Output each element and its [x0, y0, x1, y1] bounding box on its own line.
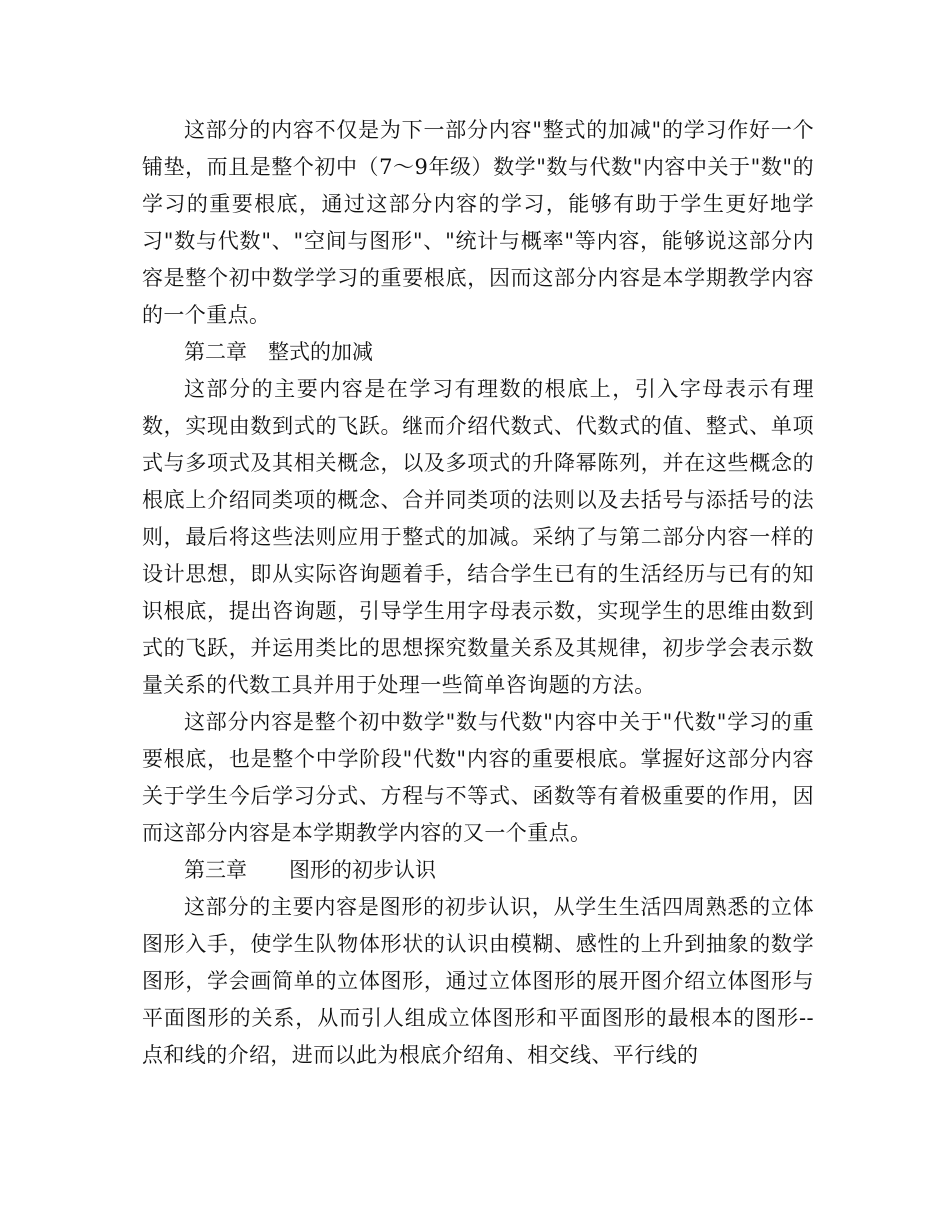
paragraph-chapter2-content: 这部分的主要内容是在学习有理数的根底上，引入字母表示有理数，实现由数到式的飞跃。继而介绍代数式、代数式的值、整式、单项式与多项式及其相关概念，以及多项式的升降幂陈列，并在这些概念的根底上介绍同类项的概念、合并同类项的法则以及去括号与添括号的法则，最后将这些法则应用于整式的加减。采纳了与第二部分内容一样的设计思想，即从实际咨询题着手，结合学生已有的生活经历与已有的知识根底，提出咨询题，引导学生用字母表示数，实现学生的思维由数到式的飞跃，并运用类比的思想探究数量关系及其规律，初步学会表示数量关系的代数工具并用于处理一些简单咨询题的方法。 [142, 377, 814, 697]
paragraph-chapter2-importance: 这部分内容是整个初中数学"数与代数"内容中关于"代数"学习的重要根底，也是整个中学阶段"代数"内容的重要根底。掌握好这部分内容关于学生今后学习分式、方程与不等式、函数等有着极重要的作用，因而这部分内容是本学期教学内容的又一个重点。 [142, 710, 814, 845]
paragraph-chapter3-content: 这部分的主要内容是图形的初步认识，从学生生活四周熟悉的立体图形入手，使学生队物体形状的认识由模糊、感性的上升到抽象的数学图形，学会画简单的立体图形，通过立体图形的展开图介绍立体图形与平面图形的关系，从而引人组成立体图形和平面图形的最根本的图形--点和线的介绍，进而以此为根底介绍角、相交线、平行线的 [142, 895, 814, 1067]
document-page [142, 112, 814, 1074]
paragraph-chapter1-summary: 这部分的内容不仅是为下一部分内容"整式的加减"的学习作好一个铺垫，而且是整个初中（7～9年级）数学"数与代数"内容中关于"数"的学习的重要根底，通过这部分内容的学习，能够有助于学生更好地学习"数与代数"、"空间与图形"、"统计与概率"等内容，能够说这部分内容是整个初中数学学习的重要根底，因而这部分内容是本学期教学内容的一个重点。 [142, 118, 814, 327]
heading-chapter-3: 第三章 图形的初步认识 [184, 858, 436, 882]
heading-chapter-2: 第二章 整式的加减 [184, 340, 373, 364]
